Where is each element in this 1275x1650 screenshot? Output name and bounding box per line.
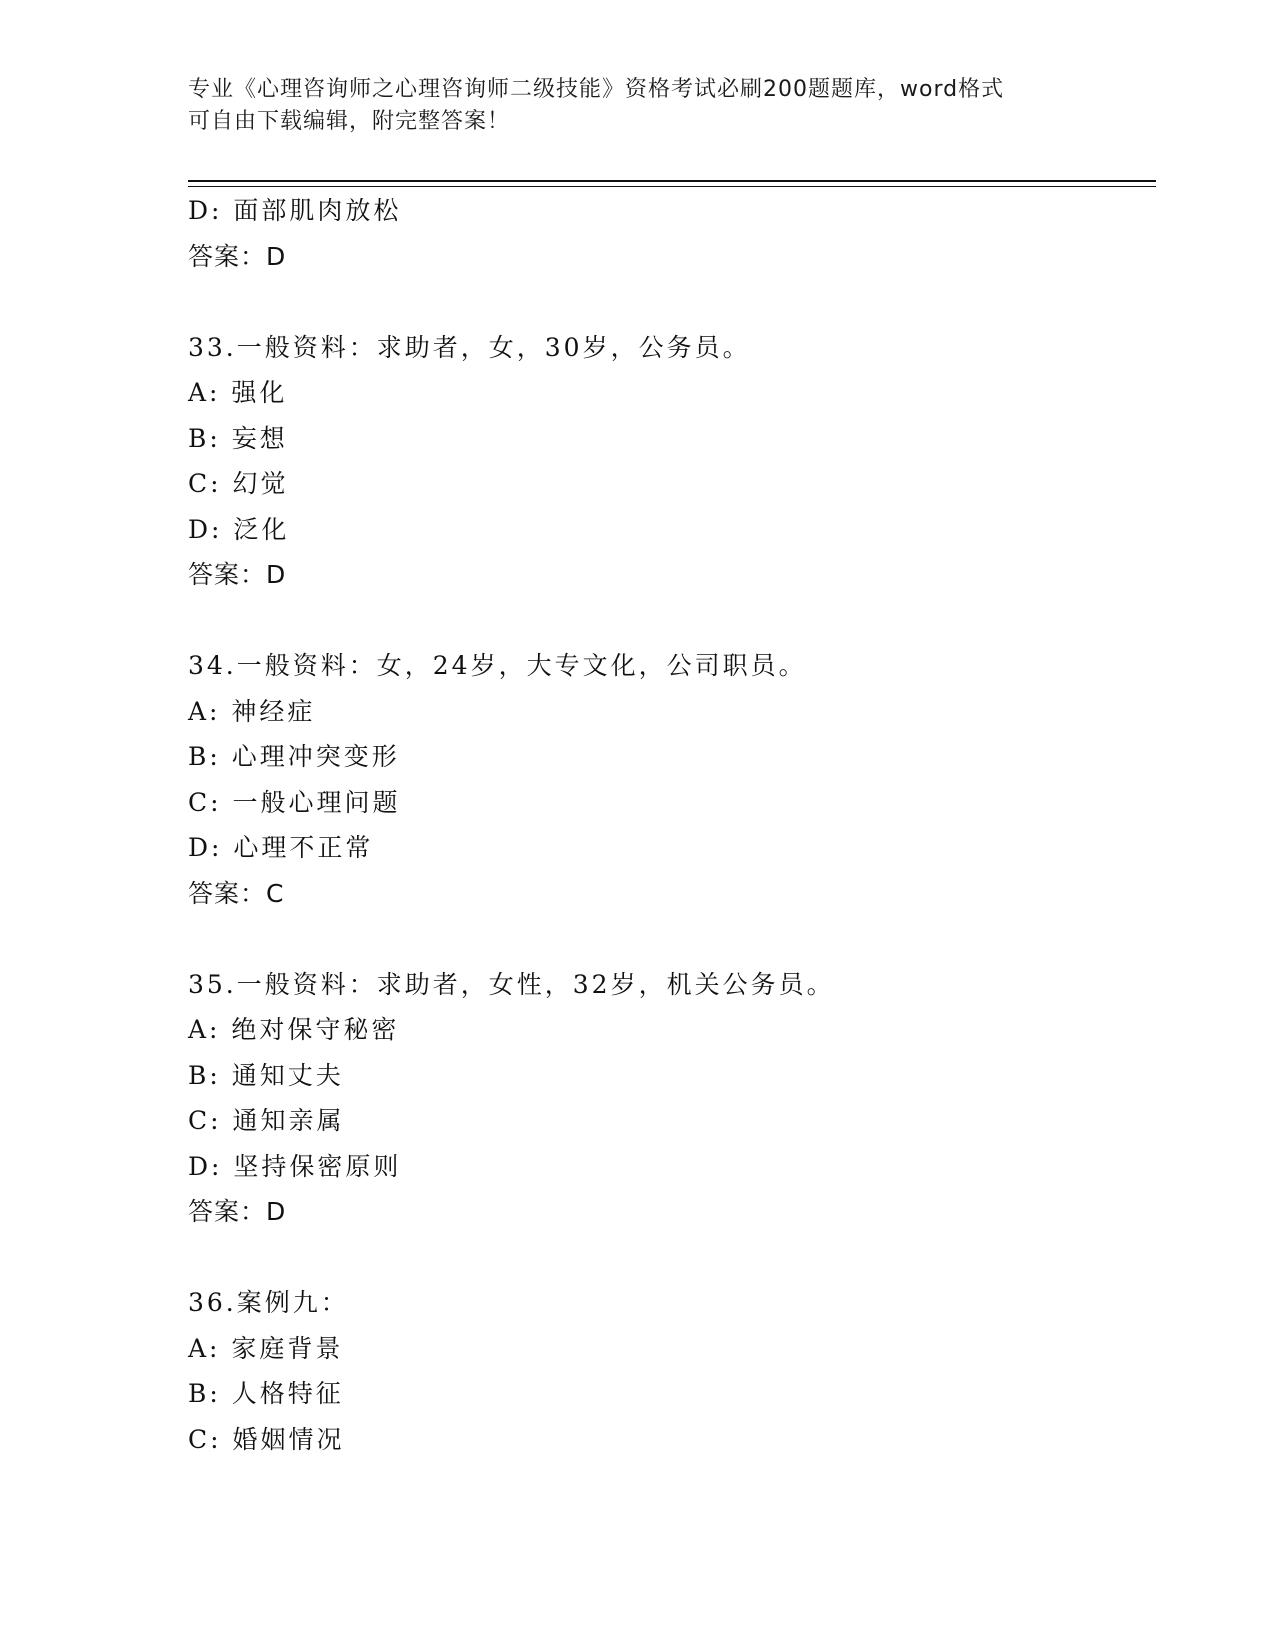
header-divider-thin: [188, 186, 1156, 187]
spacer: [188, 279, 1156, 325]
question-stem: 35.一般资料：求助者，女性，32岁，机关公务员。: [188, 969, 835, 999]
option-b: B: 人格特征: [188, 1379, 344, 1408]
question-stem: 36.案例九：: [188, 1288, 349, 1317]
option-c: C: 婚姻情况: [188, 1424, 345, 1454]
answer-line: 答案：D: [188, 1197, 287, 1226]
option-b: B: 心理冲突变形: [188, 742, 400, 771]
header-line-1: 专业《心理咨询师之心理咨询师二级技能》资格考试必刷200题题库，word格式: [188, 77, 1005, 102]
spacer: [188, 916, 1156, 962]
question-stem: 33.一般资料：求助者，女，30岁，公务员。: [188, 332, 751, 362]
spacer: [188, 598, 1156, 644]
option-d: D: 坚持保密原则: [188, 1151, 402, 1181]
option-c: C: 通知亲属: [188, 1106, 345, 1135]
option-d: D: 面部肌肉放松: [188, 196, 402, 225]
option-a: A: 绝对保守秘密: [188, 1015, 400, 1044]
option-c: C: 一般心理问题: [188, 787, 401, 817]
document-header: [188, 74, 1088, 138]
option-c: C: 幻觉: [188, 469, 289, 498]
option-a: A: 强化: [188, 378, 288, 407]
option-d: D: 心理不正常: [188, 833, 374, 862]
option-b: B: 妄想: [188, 423, 288, 453]
answer-line: 答案：D: [188, 560, 287, 589]
option-a: A: 神经症: [188, 696, 316, 726]
spacer: [188, 1235, 1156, 1281]
header-line-2: 可自由下载编辑，附完整答案！: [188, 109, 511, 134]
option-b: B: 通知丈夫: [188, 1060, 344, 1090]
question-list: [188, 188, 1156, 1462]
answer-line: 答案：D: [188, 241, 287, 271]
option-d: D: 泛化: [188, 514, 290, 544]
header-divider: [188, 180, 1156, 182]
question-stem: 34.一般资料：女，24岁，大专文化，公司职员。: [188, 651, 807, 680]
answer-line: 答案：C: [188, 878, 285, 908]
option-a: A: 家庭背景: [188, 1333, 344, 1363]
